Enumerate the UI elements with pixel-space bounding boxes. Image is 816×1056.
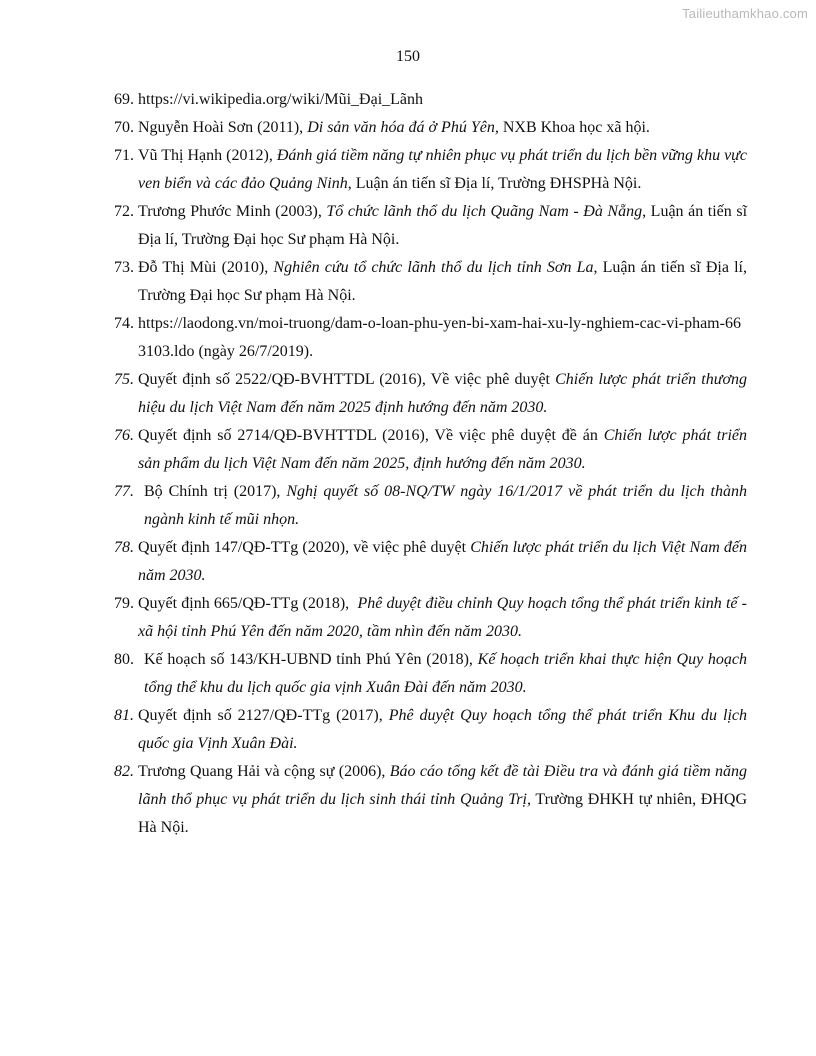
reference-link[interactable]: https://vi.wikipedia.org/wiki/Mũi_Đại_Lãnh (138, 91, 424, 108)
reference-number: 81. (114, 707, 134, 724)
reference-title: Phê duyệt Quy hoạch tổng thể phát triển Khu du lịch quốc gia Vịnh Xuân Đài. (138, 707, 747, 752)
reference-text (138, 198, 747, 254)
reference-author: Quyết định 147/QĐ-TTg (2020), về việc phê duyệt (138, 539, 471, 556)
reference-title: Chiến lược phát triển du lịch Việt Nam đến năm 2030. (138, 539, 747, 584)
reference-number: 70. (114, 119, 134, 136)
reference-author: Trương Quang Hải và cộng sự (2006), (138, 763, 390, 780)
reference-publisher: Trường ĐHKH tự nhiên, ĐHQG Hà Nội. (138, 791, 748, 836)
reference-title: Di sản văn hóa đá ở Phú Yên, (307, 119, 499, 136)
reference-author: Trương Phước Minh (2003), (138, 203, 327, 220)
reference-title: Chiến lược phát triển thương hiệu du lịch Việt Nam đến năm 2025 định hướng đến năm 2030. (138, 371, 748, 416)
reference-item (114, 534, 747, 590)
reference-publisher: NXB Khoa học xã hội. (498, 119, 650, 136)
reference-item (114, 114, 747, 142)
reference-text (144, 646, 747, 702)
reference-author: Quyết định 665/QĐ-TTg (2018), (138, 595, 358, 612)
reference-item (114, 254, 747, 310)
reference-title: Chiến lược phát triển sản phẩm du lịch Việt Nam đến năm 2025, định hướng đến năm 2030. (138, 427, 747, 472)
reference-number: 73. (114, 259, 134, 276)
reference-item (114, 86, 747, 114)
reference-number: 77. (114, 483, 134, 500)
reference-list (114, 86, 747, 842)
reference-title: Phê duyệt điều chỉnh Quy hoạch tổng thể phát triển kinh tế - xã hội tỉnh Phú Yên đến năm 2020, tầm nhìn đến năm 2030. (138, 595, 748, 640)
reference-text (144, 478, 747, 534)
reference-item (114, 366, 747, 422)
reference-publisher: , Luận án tiến sĩ Địa lí, Trường Đại học Sư phạm Hà Nội. (138, 203, 748, 248)
reference-author: Đỗ Thị Mùi (2010), (138, 259, 274, 276)
reference-author: Nguyễn Hoài Sơn (2011), (138, 119, 308, 136)
reference-number: 76. (114, 427, 134, 444)
reference-number: 79. (114, 595, 134, 612)
reference-title: Đánh giá tiềm năng tự nhiên phục vụ phát triển du lịch bền vững khu vực ven biển và các đảo Quảng Ninh (138, 147, 748, 192)
reference-number: 72. (114, 203, 134, 220)
reference-link[interactable]: https://laodong.vn/moi-truong/dam-o-loan-phu-yen-bi-xam-hai-xu-ly-nghiem-cac-vi-pham-663103.ldo (ngày 26/7/2019). (138, 315, 741, 360)
reference-author: Kế hoạch số 143/KH-UBND tỉnh Phú Yên (2018), (144, 651, 478, 668)
reference-text (138, 114, 747, 142)
reference-title: Nghị quyết số 08-NQ/TW ngày 16/1/2017 về phát triển du lịch thành ngành kinh tế mũi nhọn. (144, 483, 748, 528)
reference-item (114, 702, 747, 758)
reference-text (138, 590, 747, 646)
reference-text (138, 254, 747, 310)
reference-author: Bộ Chính trị (2017), (144, 483, 287, 500)
reference-item (114, 198, 747, 254)
reference-text (138, 702, 747, 758)
reference-title: Tổ chức lãnh thổ du lịch Quãng Nam - Đà Nẵng (326, 203, 643, 220)
reference-item (114, 590, 747, 646)
reference-number: 82. (114, 763, 134, 780)
watermark: Tailieuthamkhao.com (682, 6, 808, 21)
reference-text (138, 142, 747, 198)
reference-text (138, 422, 747, 478)
reference-item (114, 758, 747, 842)
reference-author: Quyết định số 2714/QĐ-BVHTTDL (2016), Về việc phê duyệt đề án (138, 427, 604, 444)
reference-item (114, 478, 747, 534)
reference-text (138, 366, 747, 422)
reference-item (114, 422, 747, 478)
reference-title: Nghiên cứu tổ chức lãnh thổ du lịch tỉnh Sơn La (273, 259, 594, 276)
reference-author: Quyết định số 2127/QĐ-TTg (2017), (138, 707, 389, 724)
reference-publisher: , Luận án tiến sĩ Địa lí, Trường Đại học Sư phạm Hà Nội. (138, 259, 748, 304)
reference-number: 80. (114, 651, 134, 668)
reference-title: Báo cáo tổng kết đề tài Điều tra và đánh giá tiềm năng lãnh thổ phục vụ phát triển du lịch sinh thái tỉnh Quảng Trị, (138, 763, 748, 808)
reference-author: Quyết định số 2522/QĐ-BVHTTDL (2016), Về việc phê duyệt (138, 371, 556, 388)
reference-item (114, 646, 747, 702)
reference-author: Vũ Thị Hạnh (2012), (138, 147, 277, 164)
reference-publisher: , Luận án tiến sĩ Địa lí, Trường ĐHSPHà Nội. (347, 175, 642, 192)
reference-number: 74. (114, 315, 134, 332)
reference-item (114, 310, 747, 366)
reference-text (138, 758, 747, 842)
reference-text (138, 534, 747, 590)
reference-title: Kế hoạch triển khai thực hiện Quy hoạch tổng thể khu du lịch quốc gia vịnh Xuân Đài đến năm 2030. (144, 651, 748, 696)
reference-number: 69. (114, 91, 134, 108)
reference-number: 71. (114, 147, 134, 164)
reference-item (114, 142, 747, 198)
reference-number: 78. (114, 539, 134, 556)
reference-number: 75. (114, 371, 134, 388)
page-number: 150 (396, 48, 420, 65)
